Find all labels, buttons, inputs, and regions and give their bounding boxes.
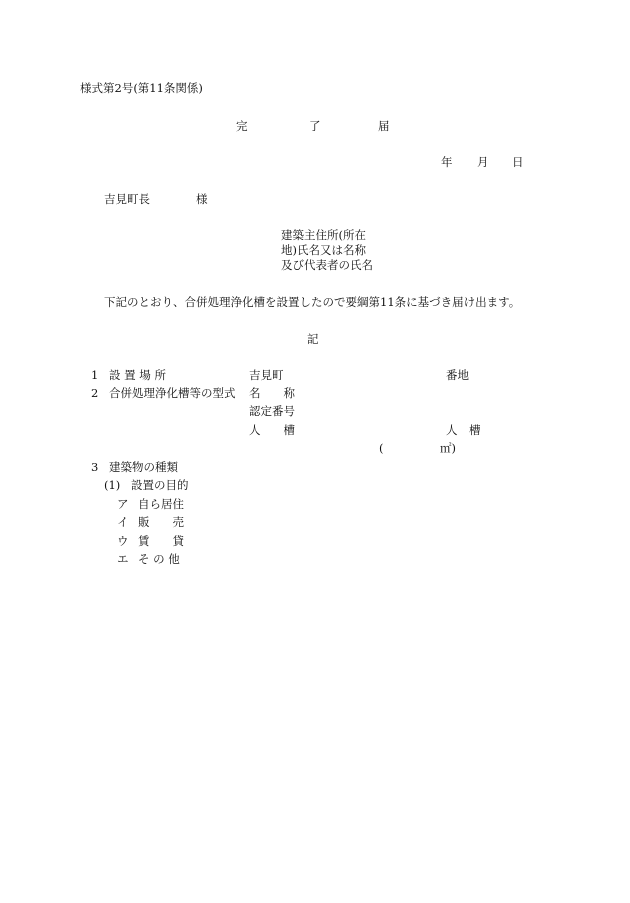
option-a-letter: ア xyxy=(117,497,129,511)
item-3-sub-label: 設置の目的 xyxy=(131,478,189,492)
item-3-label: 建築物の種類 xyxy=(109,460,178,474)
item-2-name-label: 名 称 xyxy=(249,386,295,400)
item-3-sub-number: (1) xyxy=(104,478,121,492)
item-3-number: 3 xyxy=(91,460,99,474)
title-char-2: 了 xyxy=(309,119,321,133)
item-1-banchi: 番地 xyxy=(446,368,469,382)
applicant-line-2: 地)氏名又は名称 xyxy=(281,243,366,257)
date-year: 年 xyxy=(441,155,453,169)
title-char-1: 完 xyxy=(236,119,248,133)
option-u-text: 賃 貸 xyxy=(138,534,184,548)
item-1-label: 設 置 場 所 xyxy=(109,368,166,382)
option-i-text: 販 売 xyxy=(138,515,184,529)
date-month: 月 xyxy=(477,155,489,169)
option-a-text: 自ら居住 xyxy=(138,497,184,511)
option-e-letter: エ xyxy=(117,552,129,566)
item-2-capacity-label: 人 槽 xyxy=(249,423,295,437)
option-i-letter: イ xyxy=(117,515,129,529)
option-e-text: そ の 他 xyxy=(138,552,180,566)
form-number: 様式第2号(第11条関係) xyxy=(80,81,203,95)
item-2-area-open: ( xyxy=(379,441,384,455)
item-2-number: 2 xyxy=(91,386,99,400)
ki-heading: 記 xyxy=(307,332,319,346)
statement: 下記のとおり、合併処理浄化槽を設置したので要綱第11条に基づき届け出ます。 xyxy=(104,295,521,309)
item-2-cert-label: 認定番号 xyxy=(249,404,295,418)
item-2-label: 合併処理浄化槽等の型式 xyxy=(109,386,236,400)
applicant-line-3: 及び代表者の氏名 xyxy=(281,258,373,272)
addressee-honorific: 様 xyxy=(196,192,208,206)
applicant-line-1: 建築主住所(所在 xyxy=(281,228,366,242)
item-1-town: 吉見町 xyxy=(249,368,284,382)
item-1-number: 1 xyxy=(91,368,99,382)
option-u-letter: ウ xyxy=(117,534,129,548)
date-day: 日 xyxy=(512,155,524,169)
addressee-name: 吉見町長 xyxy=(104,192,150,206)
item-2-area-unit: ㎡) xyxy=(440,441,456,455)
title-char-3: 届 xyxy=(378,119,390,133)
item-2-capacity-unit: 人 槽 xyxy=(446,423,481,437)
